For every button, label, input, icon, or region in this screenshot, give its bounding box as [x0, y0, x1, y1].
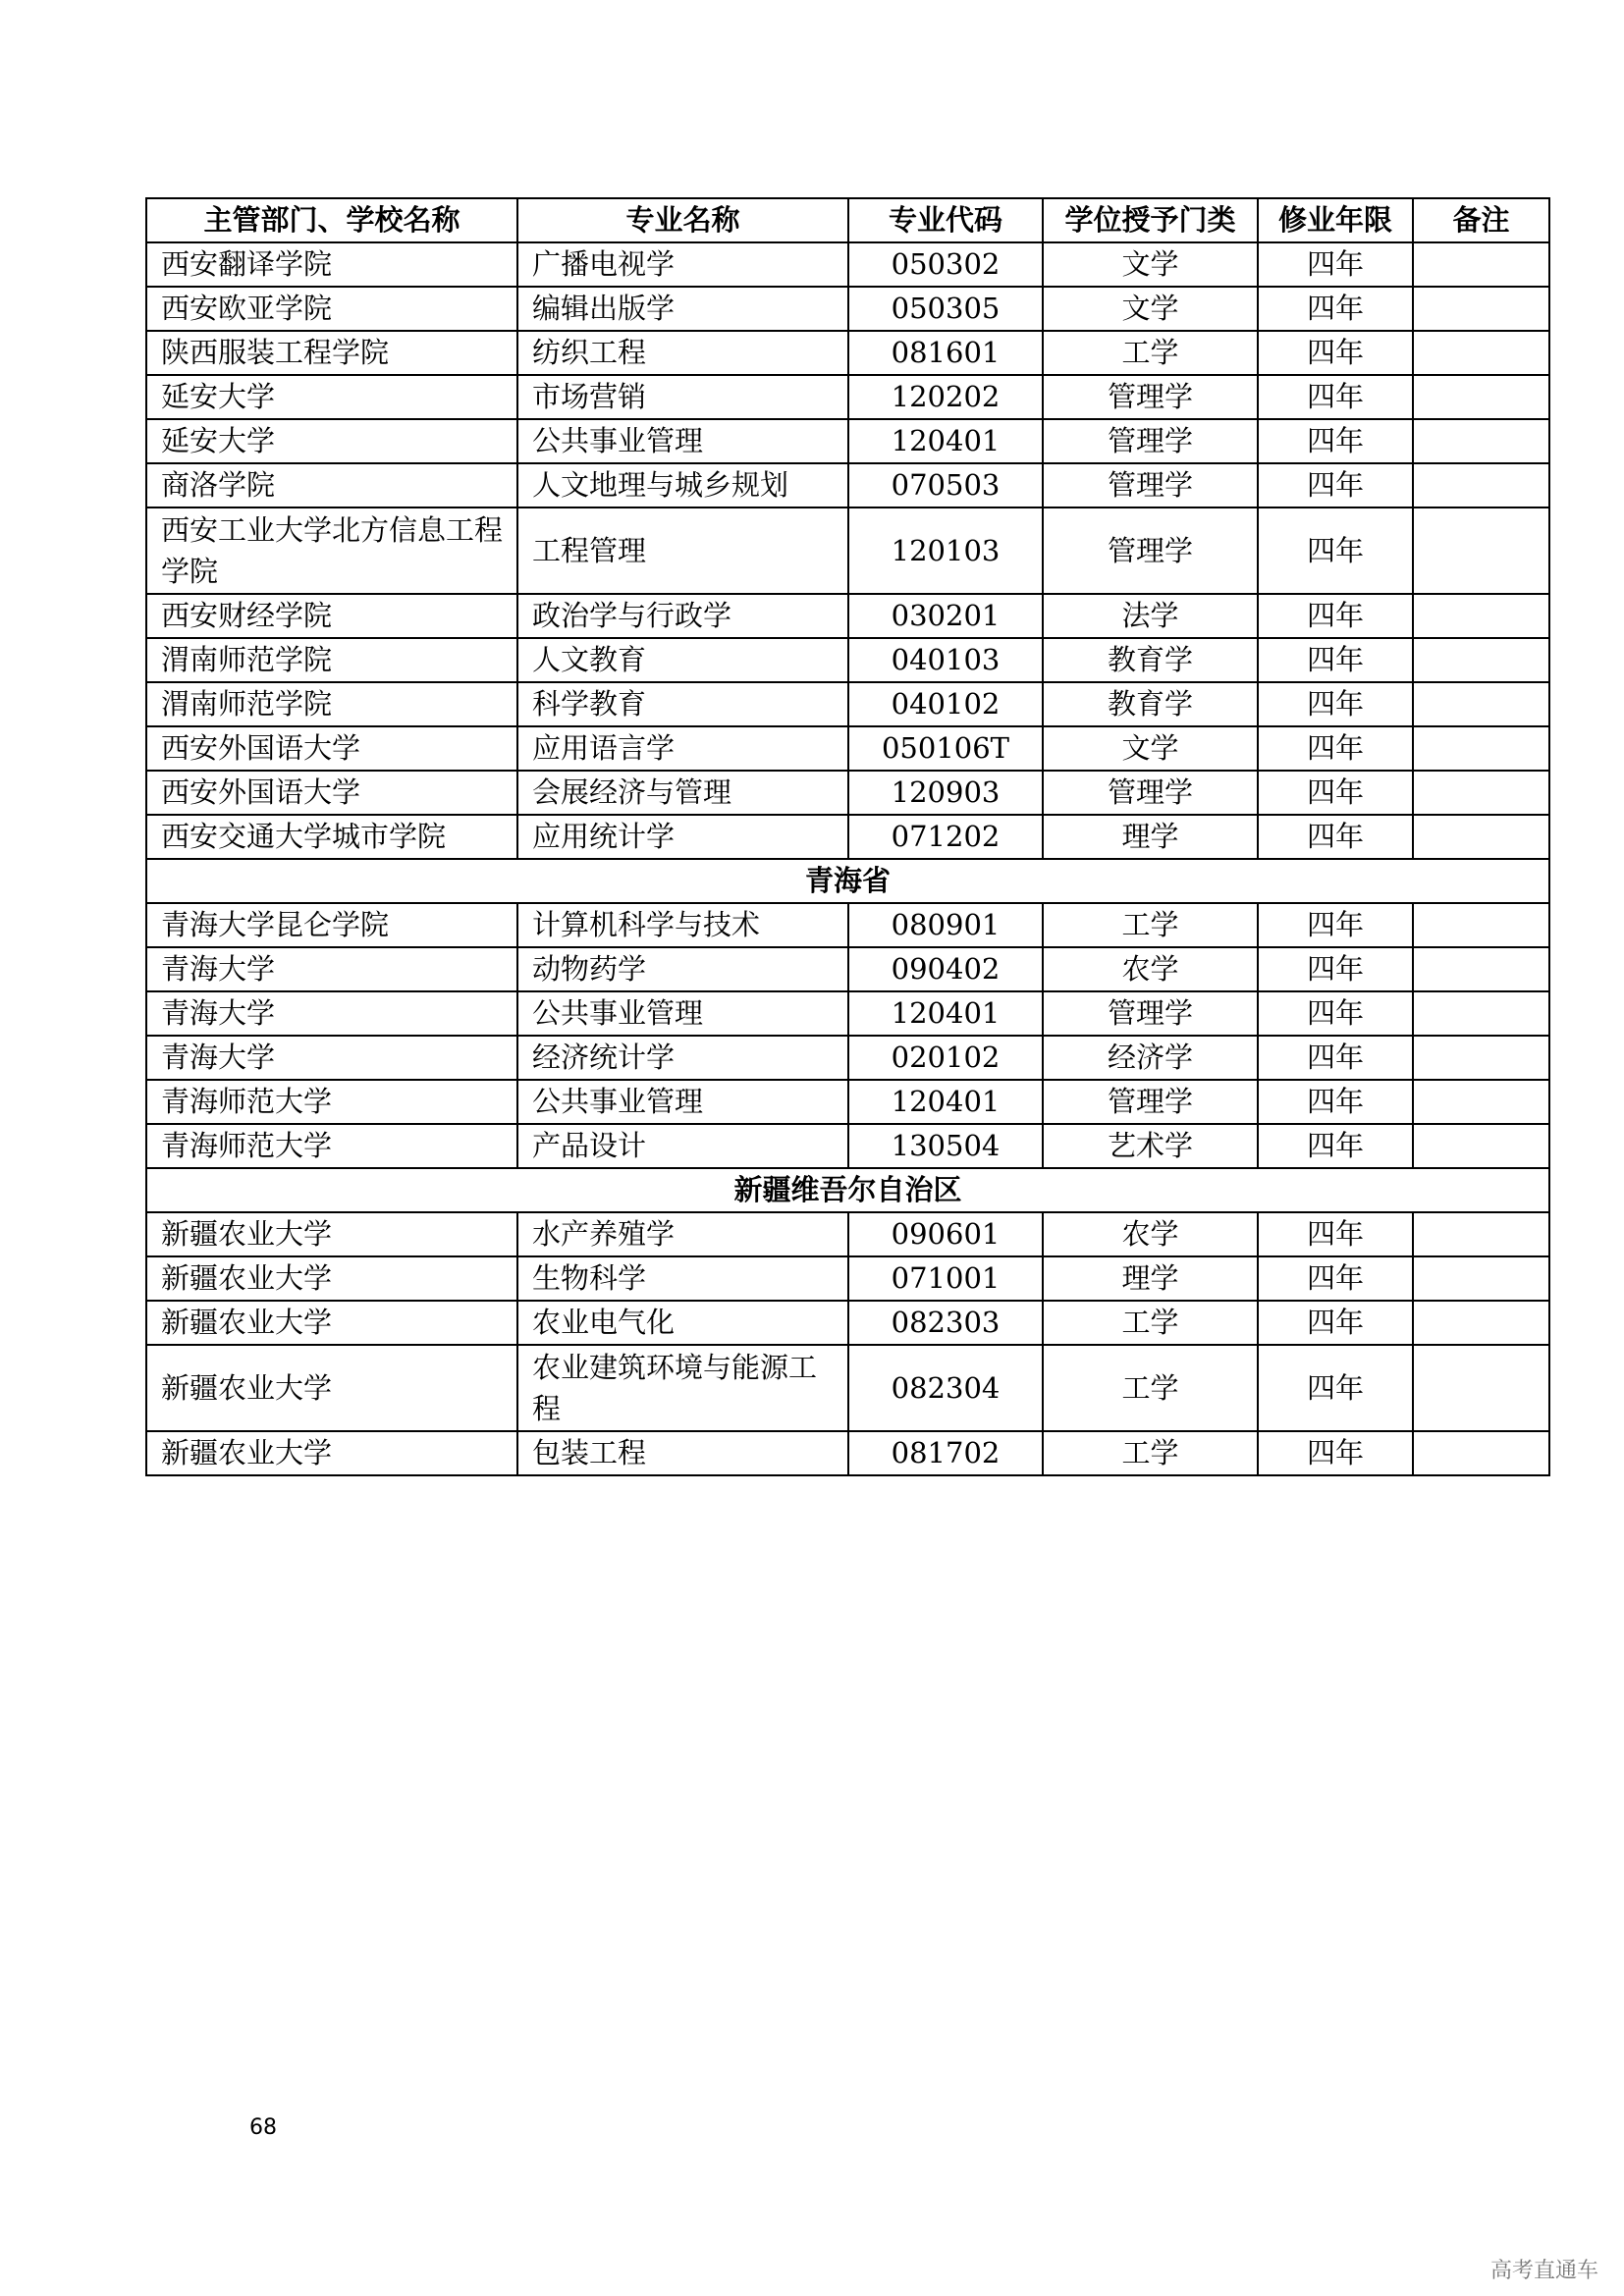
header-degree: 学位授予门类	[1043, 198, 1258, 242]
cell-code: 120202	[848, 375, 1043, 419]
cell-school: 青海师范大学	[146, 1080, 517, 1124]
table-row	[146, 771, 1549, 815]
cell-years: 四年	[1258, 771, 1413, 815]
cell-note	[1413, 638, 1549, 682]
cell-degree: 管理学	[1043, 419, 1258, 463]
cell-note	[1413, 1345, 1549, 1431]
cell-major: 动物药学	[517, 947, 848, 991]
cell-degree: 文学	[1043, 726, 1258, 771]
cell-degree: 管理学	[1043, 507, 1258, 594]
cell-school: 青海师范大学	[146, 1124, 517, 1168]
cell-years: 四年	[1258, 1080, 1413, 1124]
cell-school: 渭南师范学院	[146, 682, 517, 726]
cell-note	[1413, 463, 1549, 507]
cell-code: 070503	[848, 463, 1043, 507]
cell-school: 商洛学院	[146, 463, 517, 507]
cell-note	[1413, 771, 1549, 815]
cell-degree: 经济学	[1043, 1036, 1258, 1080]
cell-code: 071001	[848, 1256, 1043, 1301]
cell-note	[1413, 903, 1549, 947]
cell-years: 四年	[1258, 947, 1413, 991]
cell-note	[1413, 1124, 1549, 1168]
cell-code: 050106T	[848, 726, 1043, 771]
cell-code: 120103	[848, 507, 1043, 594]
section-title: 青海省	[146, 859, 1549, 903]
cell-degree: 工学	[1043, 1431, 1258, 1475]
cell-degree: 教育学	[1043, 638, 1258, 682]
table-row	[146, 1431, 1549, 1475]
cell-degree: 工学	[1043, 1301, 1258, 1345]
cell-code: 120903	[848, 771, 1043, 815]
cell-school: 西安交通大学城市学院	[146, 815, 517, 859]
table-row	[146, 287, 1549, 331]
cell-school: 青海大学	[146, 947, 517, 991]
table-row	[146, 1212, 1549, 1256]
cell-major: 应用语言学	[517, 726, 848, 771]
cell-degree: 工学	[1043, 331, 1258, 375]
cell-school: 陕西服装工程学院	[146, 331, 517, 375]
cell-code: 120401	[848, 419, 1043, 463]
cell-major: 包装工程	[517, 1431, 848, 1475]
header-years: 修业年限	[1258, 198, 1413, 242]
table-header-row	[146, 198, 1549, 242]
cell-major: 人文教育	[517, 638, 848, 682]
table-body	[146, 242, 1549, 1475]
majors-table	[145, 197, 1550, 1476]
cell-degree: 工学	[1043, 903, 1258, 947]
cell-code: 050302	[848, 242, 1043, 287]
cell-years: 四年	[1258, 1345, 1413, 1431]
cell-major: 水产养殖学	[517, 1212, 848, 1256]
cell-school: 青海大学	[146, 991, 517, 1036]
cell-degree: 艺术学	[1043, 1124, 1258, 1168]
cell-note	[1413, 1212, 1549, 1256]
table-row	[146, 1124, 1549, 1168]
cell-major: 政治学与行政学	[517, 594, 848, 638]
table-row	[146, 1080, 1549, 1124]
cell-years: 四年	[1258, 507, 1413, 594]
cell-school: 西安外国语大学	[146, 726, 517, 771]
cell-degree: 管理学	[1043, 1080, 1258, 1124]
cell-school: 西安工业大学北方信息工程学院	[146, 507, 517, 594]
section-title: 新疆维吾尔自治区	[146, 1168, 1549, 1212]
cell-degree: 理学	[1043, 1256, 1258, 1301]
cell-major: 计算机科学与技术	[517, 903, 848, 947]
cell-degree: 管理学	[1043, 771, 1258, 815]
header-school: 主管部门、学校名称	[146, 198, 517, 242]
cell-code: 120401	[848, 991, 1043, 1036]
cell-note	[1413, 419, 1549, 463]
cell-degree: 管理学	[1043, 463, 1258, 507]
table-row	[146, 726, 1549, 771]
cell-years: 四年	[1258, 638, 1413, 682]
cell-years: 四年	[1258, 242, 1413, 287]
cell-school: 西安翻译学院	[146, 242, 517, 287]
cell-school: 延安大学	[146, 375, 517, 419]
header-code: 专业代码	[848, 198, 1043, 242]
cell-years: 四年	[1258, 419, 1413, 463]
cell-years: 四年	[1258, 682, 1413, 726]
cell-code: 040102	[848, 682, 1043, 726]
cell-major: 经济统计学	[517, 1036, 848, 1080]
table-row	[146, 242, 1549, 287]
table-row	[146, 1345, 1549, 1431]
table-row	[146, 638, 1549, 682]
cell-major: 工程管理	[517, 507, 848, 594]
section-row	[146, 859, 1549, 903]
cell-major: 应用统计学	[517, 815, 848, 859]
cell-major: 农业电气化	[517, 1301, 848, 1345]
cell-years: 四年	[1258, 331, 1413, 375]
cell-code: 081702	[848, 1431, 1043, 1475]
cell-school: 西安外国语大学	[146, 771, 517, 815]
cell-code: 050305	[848, 287, 1043, 331]
cell-note	[1413, 242, 1549, 287]
cell-school: 渭南师范学院	[146, 638, 517, 682]
cell-major: 编辑出版学	[517, 287, 848, 331]
table-row	[146, 1256, 1549, 1301]
cell-degree: 教育学	[1043, 682, 1258, 726]
cell-major: 纺织工程	[517, 331, 848, 375]
cell-note	[1413, 815, 1549, 859]
cell-major: 广播电视学	[517, 242, 848, 287]
cell-code: 080901	[848, 903, 1043, 947]
watermark: 高考直通车	[1490, 2259, 1599, 2283]
cell-major: 会展经济与管理	[517, 771, 848, 815]
cell-years: 四年	[1258, 1431, 1413, 1475]
cell-major: 产品设计	[517, 1124, 848, 1168]
table-row	[146, 507, 1549, 594]
cell-code: 030201	[848, 594, 1043, 638]
cell-school: 新疆农业大学	[146, 1431, 517, 1475]
cell-degree: 理学	[1043, 815, 1258, 859]
table-row	[146, 903, 1549, 947]
cell-degree: 工学	[1043, 1345, 1258, 1431]
cell-code: 040103	[848, 638, 1043, 682]
cell-note	[1413, 947, 1549, 991]
cell-degree: 文学	[1043, 242, 1258, 287]
page-number: 68	[249, 2115, 277, 2140]
table-row	[146, 419, 1549, 463]
cell-note	[1413, 594, 1549, 638]
table-row	[146, 463, 1549, 507]
table-row	[146, 331, 1549, 375]
cell-degree: 文学	[1043, 287, 1258, 331]
cell-note	[1413, 991, 1549, 1036]
cell-major: 公共事业管理	[517, 991, 848, 1036]
cell-school: 西安欧亚学院	[146, 287, 517, 331]
header-note: 备注	[1413, 198, 1549, 242]
cell-degree: 农学	[1043, 1212, 1258, 1256]
table-row	[146, 682, 1549, 726]
cell-school: 延安大学	[146, 419, 517, 463]
cell-code: 082304	[848, 1345, 1043, 1431]
cell-school: 西安财经学院	[146, 594, 517, 638]
table-row	[146, 1301, 1549, 1345]
cell-code: 071202	[848, 815, 1043, 859]
table-row	[146, 815, 1549, 859]
table-row	[146, 1036, 1549, 1080]
cell-note	[1413, 507, 1549, 594]
table-row	[146, 375, 1549, 419]
cell-years: 四年	[1258, 1036, 1413, 1080]
cell-years: 四年	[1258, 991, 1413, 1036]
cell-note	[1413, 726, 1549, 771]
cell-note	[1413, 1036, 1549, 1080]
cell-school: 青海大学	[146, 1036, 517, 1080]
cell-major: 人文地理与城乡规划	[517, 463, 848, 507]
cell-years: 四年	[1258, 1124, 1413, 1168]
cell-major: 科学教育	[517, 682, 848, 726]
table-row	[146, 594, 1549, 638]
cell-major: 生物科学	[517, 1256, 848, 1301]
cell-note	[1413, 1256, 1549, 1301]
cell-degree: 管理学	[1043, 991, 1258, 1036]
cell-years: 四年	[1258, 463, 1413, 507]
cell-school: 新疆农业大学	[146, 1345, 517, 1431]
cell-code: 081601	[848, 331, 1043, 375]
cell-note	[1413, 682, 1549, 726]
table-row	[146, 991, 1549, 1036]
cell-years: 四年	[1258, 594, 1413, 638]
cell-code: 090601	[848, 1212, 1043, 1256]
cell-years: 四年	[1258, 287, 1413, 331]
cell-years: 四年	[1258, 815, 1413, 859]
cell-major: 公共事业管理	[517, 419, 848, 463]
cell-school: 青海大学昆仑学院	[146, 903, 517, 947]
cell-years: 四年	[1258, 1212, 1413, 1256]
header-major: 专业名称	[517, 198, 848, 242]
cell-degree: 法学	[1043, 594, 1258, 638]
cell-years: 四年	[1258, 903, 1413, 947]
cell-school: 新疆农业大学	[146, 1301, 517, 1345]
cell-note	[1413, 1080, 1549, 1124]
cell-note	[1413, 287, 1549, 331]
cell-school: 新疆农业大学	[146, 1256, 517, 1301]
cell-code: 120401	[848, 1080, 1043, 1124]
cell-note	[1413, 331, 1549, 375]
cell-code: 130504	[848, 1124, 1043, 1168]
cell-note	[1413, 1431, 1549, 1475]
cell-major: 农业建筑环境与能源工程	[517, 1345, 848, 1431]
cell-degree: 管理学	[1043, 375, 1258, 419]
cell-years: 四年	[1258, 375, 1413, 419]
cell-major: 公共事业管理	[517, 1080, 848, 1124]
cell-years: 四年	[1258, 1301, 1413, 1345]
cell-degree: 农学	[1043, 947, 1258, 991]
section-row	[146, 1168, 1549, 1212]
cell-code: 020102	[848, 1036, 1043, 1080]
cell-school: 新疆农业大学	[146, 1212, 517, 1256]
table-row	[146, 947, 1549, 991]
cell-note	[1413, 375, 1549, 419]
cell-major: 市场营销	[517, 375, 848, 419]
cell-code: 090402	[848, 947, 1043, 991]
cell-note	[1413, 1301, 1549, 1345]
cell-years: 四年	[1258, 1256, 1413, 1301]
cell-years: 四年	[1258, 726, 1413, 771]
cell-code: 082303	[848, 1301, 1043, 1345]
